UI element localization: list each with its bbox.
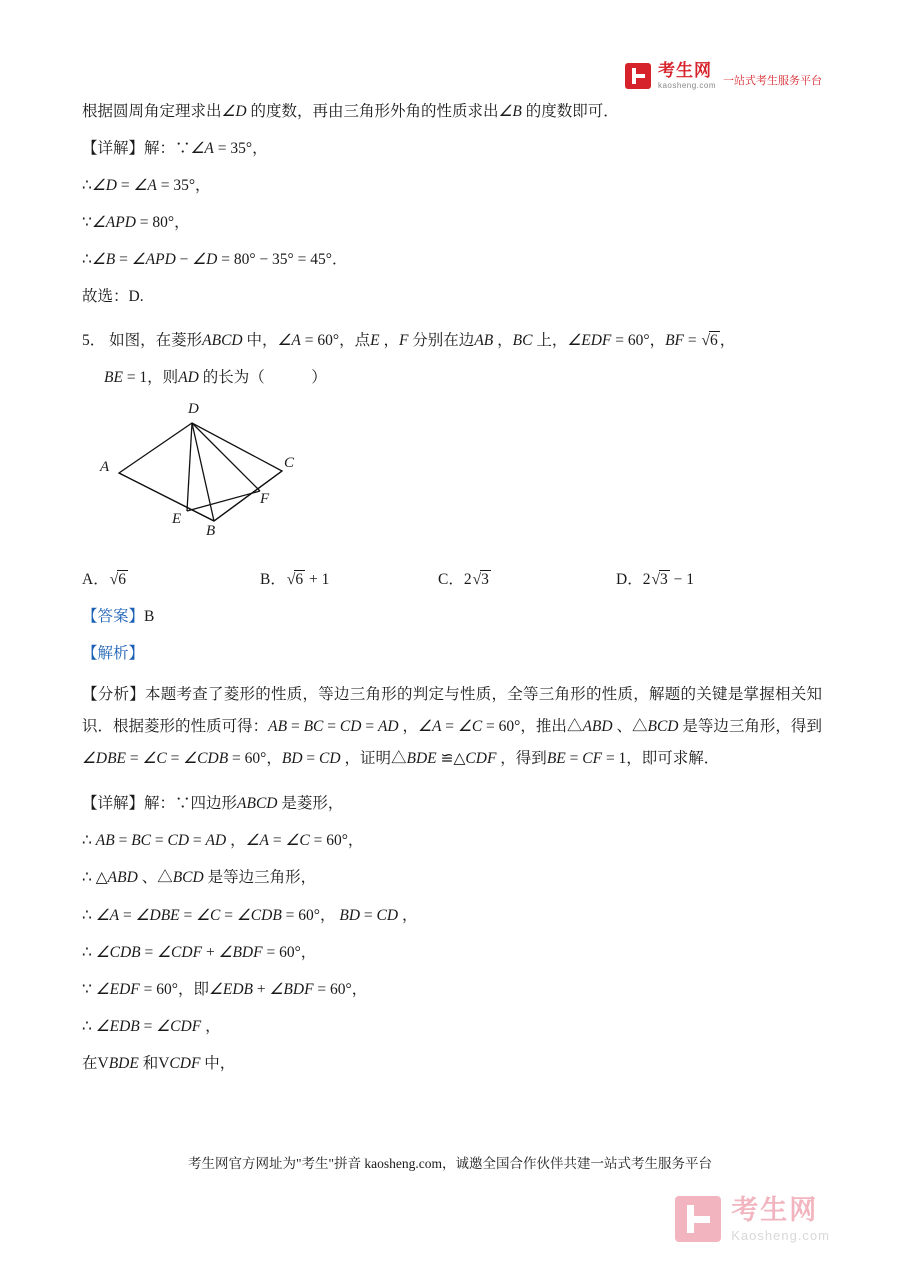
- footer-logo-text: [731, 1194, 830, 1243]
- site-logo: [625, 62, 822, 90]
- logo-slogan: 一站式考生服务平台: [723, 75, 822, 87]
- geometry-figure: [92, 403, 392, 553]
- option-D[interactable]: D．2√3 − 1: [616, 571, 694, 589]
- prev-solution-choice: 故选：D.: [82, 288, 144, 306]
- answer-tag: 【答案】: [82, 608, 145, 626]
- solution-step-5: ∴ ∠CDB = ∠CDF + ∠BDF = 60°，: [82, 943, 317, 961]
- prev-solution-step-1: 【详解】解：∵∠A = 35°，: [82, 140, 268, 158]
- analysis-tag: 【解析】: [82, 645, 145, 663]
- figure-label-C: C: [284, 455, 295, 472]
- option-B[interactable]: B．√6 + 1: [260, 571, 330, 589]
- figure-label-D: D: [188, 401, 199, 418]
- intro-line: 根据圆周角定理求出∠D 的度数，再由三角形外角的性质求出∠B 的度数即可．: [82, 103, 619, 120]
- figure-label-A: A: [100, 459, 110, 476]
- prev-solution-step-4: ∴∠B = ∠APD − ∠D = 80° − 35° = 45°．: [82, 251, 348, 269]
- prev-solution-step-2: ∴∠D = ∠A = 35°，: [82, 177, 211, 195]
- solution-step-1: 【详解】解：∵四边形ABCD 是菱形，: [82, 795, 344, 813]
- footer-logo-domain: Kaosheng.com: [731, 1227, 830, 1243]
- logo-text: [658, 62, 716, 90]
- footer-logo-mark-icon: [675, 1196, 721, 1242]
- option-A[interactable]: A．√6: [82, 571, 126, 589]
- logo-title: 考生网: [657, 61, 712, 80]
- solution-step-3: ∴ △ABD 、△BCD 是等边三角形，: [82, 869, 317, 887]
- solution-step-8: 在VBDE 和VCDF 中，: [82, 1054, 236, 1072]
- footer-logo-title: 考生网: [731, 1194, 819, 1225]
- footer-note: 考生网官方网址为"考生"拼音 kaosheng.com，诚邀全国合作伙伴共建一站式考生服务平台: [187, 1156, 712, 1171]
- analysis-paragraph: 【分析】本题考查了菱形的性质，等边三角形的判定与性质，全等三角形的性质，解题的关键是掌握相关知识．根据菱形的性质可得：AB = BC = CD = AD ，∠A = ∠C = 60°，推出△ABD 、△BCD 是等边三角形，得到∠DBE = ∠C = ∠CDB = 60°，BD = CD ，证明△BDE ≌△CDF ，得到BE = CF = 1，即可求解．: [82, 686, 822, 767]
- question-5-line-1: 5． 如图，在菱形ABCD 中，∠A = 60°，点E ，F 分别在边AB ，BC 上，∠EDF = 60°，BF = √6 ，: [82, 332, 736, 350]
- solution-step-7: ∴ ∠EDB = ∠CDF ，: [82, 1017, 221, 1035]
- answer-value: B: [144, 608, 155, 626]
- figure-label-F: F: [260, 491, 270, 508]
- question-number: 5．: [82, 332, 106, 350]
- logo-domain: kaosheng.com: [657, 81, 716, 90]
- document-content: [82, 100, 822, 1089]
- answer-line: [82, 605, 822, 629]
- solution-step-6: ∵ ∠EDF = 60°，即∠EDB + ∠BDF = 60°，: [82, 980, 368, 998]
- solution-step-4: ∴ ∠A = ∠DBE = ∠C = ∠CDB = 60°， BD = CD ，: [82, 906, 418, 924]
- question-5-line-2: BE = 1，则AD 的长为（ ）: [104, 369, 327, 387]
- prev-solution-step-3: ∵∠APD = 80°，: [82, 214, 190, 232]
- solution-step-2: ∴ AB = BC = CD = AD ，∠A = ∠C = 60°，: [82, 832, 364, 850]
- analysis-tag-line: [82, 642, 822, 666]
- figure-label-E: E: [172, 511, 182, 528]
- option-C[interactable]: C．2√3: [438, 571, 489, 589]
- footer-logo: [675, 1196, 830, 1242]
- figure-label-B: B: [206, 523, 216, 540]
- logo-mark-icon: [625, 63, 651, 89]
- figure-svg: [92, 403, 392, 553]
- answer-options: [82, 567, 822, 589]
